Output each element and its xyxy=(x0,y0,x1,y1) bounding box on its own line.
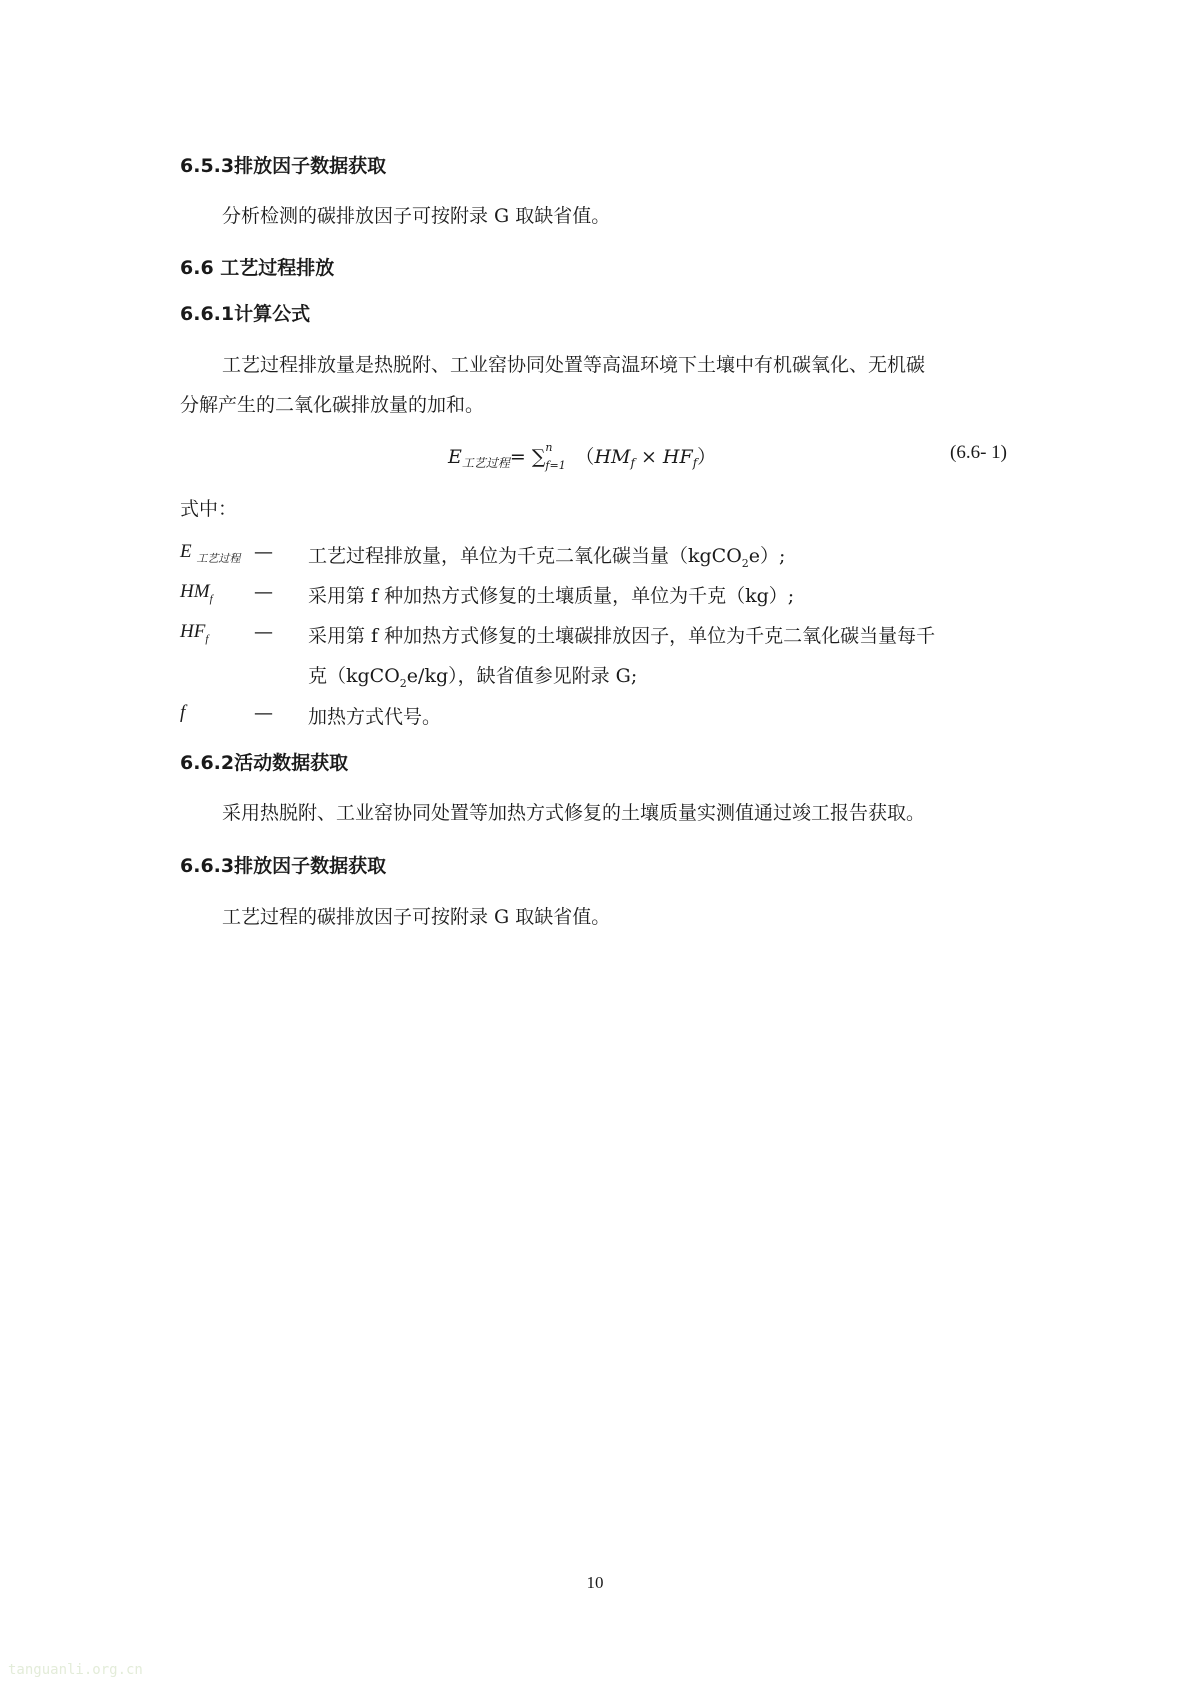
definition-symbol-f: f xyxy=(180,702,186,723)
formula xyxy=(448,442,716,471)
definition-symbol-hm: $HM_f$ xyxy=(180,581,213,605)
page-number: 10 xyxy=(586,1573,604,1592)
heading-6-6-3: 6.6.3排放因子数据获取 xyxy=(180,855,387,877)
sum-lower: f=1 xyxy=(545,459,566,472)
definition-desc-e: 工艺过程排放量，单位为千克二氧化碳当量（kgCO$_2$e）; xyxy=(308,545,786,570)
formula-sum: = ∑ xyxy=(509,446,546,468)
definition-desc-hf-line2: 克（kgCO$_2$e/kg），缺省值参见附录 G; xyxy=(308,665,638,690)
formula-paren-close: ） xyxy=(697,446,717,468)
sum-upper: n xyxy=(545,441,553,454)
definition-symbol-hf: $HF_f$ xyxy=(180,621,209,645)
paragraph-6-6-1-line2: 分解产生的二氧化碳排放量的加和。 xyxy=(180,394,485,416)
formula-hf: HF xyxy=(662,446,693,468)
definition-dash: — xyxy=(254,621,273,643)
heading-6-6-1: 6.6.1计算公式 xyxy=(180,303,311,325)
formula-times: × xyxy=(634,446,663,468)
formula-sum-index xyxy=(545,441,575,472)
paragraph-6-6-1-line1: 工艺过程排放量是热脱附、工业窑协同处置等高温环境下土壤中有机碳氧化、无机碳 xyxy=(222,354,926,376)
definition-symbol-e: E $_{工艺过程}$ xyxy=(180,541,241,565)
formula-hm-sub: f xyxy=(630,456,635,470)
heading-6-6-2: 6.6.2活动数据获取 xyxy=(180,752,349,774)
formula-paren-open: （ xyxy=(575,446,595,468)
paragraph-6-6-2: 采用热脱附、工业窑协同处置等加热方式修复的土壤质量实测值通过竣工报告获取。 xyxy=(222,802,926,824)
where-label: 式中： xyxy=(180,498,238,520)
definition-dash: — xyxy=(254,702,273,724)
formula-number: (6.6- 1) xyxy=(950,442,1007,463)
formula-lhs: E xyxy=(448,446,462,468)
paragraph-6-5-3: 分析检测的碳排放因子可按附录 G 取缺省值。 xyxy=(222,205,611,227)
watermark: tanguanli.org.cn xyxy=(8,1662,143,1678)
definition-dash: — xyxy=(254,541,273,563)
formula-hf-sub: f xyxy=(692,456,698,470)
heading-6-6: 6.6 工艺过程排放 xyxy=(180,257,335,279)
formula-lhs-subscript: 工艺过程 xyxy=(461,456,510,470)
paragraph-6-6-3: 工艺过程的碳排放因子可按附录 G 取缺省值。 xyxy=(222,906,611,928)
heading-6-5-3: 6.5.3排放因子数据获取 xyxy=(180,155,387,177)
definition-desc-f: 加热方式代号。 xyxy=(308,706,442,728)
definition-desc-hm: 采用第 f 种加热方式修复的土壤质量，单位为千克（kg）; xyxy=(308,585,795,607)
definition-dash: — xyxy=(254,581,273,603)
definition-desc-hf-line1: 采用第 f 种加热方式修复的土壤碳排放因子，单位为千克二氧化碳当量每千 xyxy=(308,625,936,647)
formula-hm: HM xyxy=(594,446,631,468)
